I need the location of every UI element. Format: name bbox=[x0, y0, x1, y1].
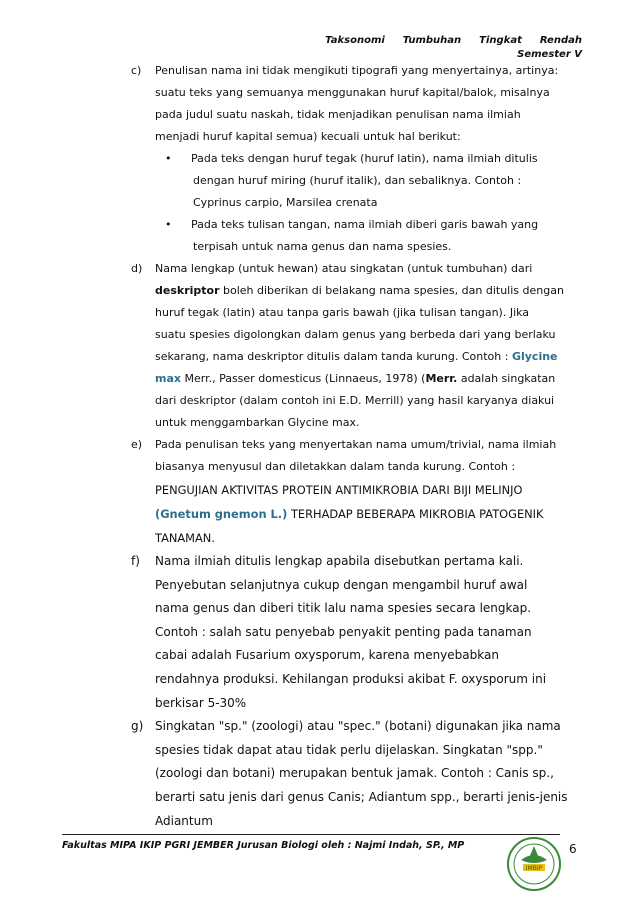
item-label: f) bbox=[131, 554, 140, 568]
header-word: Tingkat bbox=[479, 35, 522, 46]
item-label: c) bbox=[131, 64, 142, 77]
text-fragment: boleh diberikan di belakang nama spesies, dan ditulis dengan bbox=[219, 284, 564, 297]
text-line: Contoh : salah satu penyebab penyakit penting pada tanaman bbox=[155, 624, 532, 639]
text-fragment: sekarang, nama deskriptor ditulis dalam tanda kurung. Contoh : bbox=[155, 350, 512, 363]
text-line: menjadi huruf kapital semua) kecuali untuk hal berikut: bbox=[155, 130, 461, 143]
item-label: e) bbox=[131, 438, 143, 451]
text-line bbox=[155, 280, 586, 302]
text-line: huruf tegak (latin) atau tanpa garis bawah (jika tulisan tangan). Jika bbox=[155, 306, 530, 319]
page-number: 6 bbox=[569, 842, 577, 856]
bullet-icon: • bbox=[165, 152, 172, 165]
highlight-term: (Gnetum gnemon L.) bbox=[155, 507, 288, 521]
text-line: PENGUJIAN AKTIVITAS PROTEIN ANTIMIKROBIA DARI BIJI MELINJO bbox=[155, 483, 523, 497]
text-line: berarti satu jenis dari genus Canis; Adiantum spp., berarti jenis-jenis bbox=[155, 789, 568, 804]
seal-text: IMBIP bbox=[525, 865, 543, 872]
text-line: Penyebutan selanjutnya cukup dengan mengambil huruf awal bbox=[155, 577, 528, 592]
bullet-icon: • bbox=[165, 218, 172, 231]
text-line: nama genus dan diberi titik lalu nama spesies secara lengkap. bbox=[155, 601, 532, 616]
text-fragment: TERHADAP BEBERAPA MIKROBIA PATOGENIK bbox=[287, 507, 544, 521]
page-body bbox=[131, 60, 586, 833]
list-item-d bbox=[131, 258, 586, 434]
list-item-e bbox=[131, 434, 586, 550]
header-word: Tumbuhan bbox=[402, 35, 462, 46]
text-line: Penulisan nama ini tidak mengikuti tipografi yang menyertainya, artinya: bbox=[155, 64, 559, 77]
bullet-item bbox=[155, 148, 586, 214]
bold-term: deskriptor bbox=[155, 284, 220, 297]
university-seal-icon bbox=[506, 836, 562, 892]
text-line: Adiantum bbox=[155, 813, 213, 828]
running-header bbox=[325, 34, 582, 62]
text-line: pada judul suatu naskah, tidak menjadikan penulisan nama ilmiah bbox=[155, 108, 521, 121]
text-line bbox=[155, 502, 586, 526]
text-line: dengan huruf miring (huruf italik), dan sebaliknya. Contoh : bbox=[193, 174, 522, 187]
text-line: Pada teks dengan huruf tegak (huruf latin), nama ilmiah ditulis bbox=[191, 152, 538, 165]
text-line: Pada teks tulisan tangan, nama ilmiah diberi garis bawah yang bbox=[191, 218, 539, 231]
footer-divider bbox=[62, 834, 560, 835]
text-line: rendahnya produksi. Kehilangan produksi akibat F. oxysporum ini bbox=[155, 671, 547, 686]
text-line: Pada penulisan teks yang menyertakan nama umum/trivial, nama ilmiah bbox=[155, 438, 557, 451]
list-item-c bbox=[131, 60, 586, 258]
text-line: Nama ilmiah ditulis lengkap apabila disebutkan pertama kali. bbox=[155, 554, 524, 568]
list-item-g bbox=[131, 715, 586, 833]
text-line: untuk menggambarkan Glycine max. bbox=[155, 416, 360, 429]
header-word: Taksonomi bbox=[325, 35, 385, 46]
text-fragment: Merr., Passer domesticus (Linnaeus, 1978) ( bbox=[180, 372, 426, 385]
bullet-item bbox=[155, 214, 586, 258]
text-line: Singkatan "sp." (zoologi) atau "spec." (botani) digunakan jika nama bbox=[155, 719, 561, 734]
footer-credit: Fakultas MIPA IKIP PGRI JEMBER Jurusan Biologi oleh : Najmi Indah, SP., MP bbox=[62, 840, 465, 851]
text-line: suatu spesies digolongkan dalam genus yang berbeda dari yang berlaku bbox=[155, 328, 556, 341]
header-semester: Semester V bbox=[517, 49, 582, 60]
text-line bbox=[155, 368, 586, 390]
text-line: TANAMAN. bbox=[155, 531, 215, 545]
item-label: g) bbox=[131, 719, 144, 734]
text-line: spesies tidak dapat atau tidak perlu dijelaskan. Singkatan "spp." bbox=[155, 742, 543, 757]
text-line: cabai adalah Fusarium oxysporum, karena menyebabkan bbox=[155, 648, 499, 663]
text-line bbox=[155, 346, 586, 368]
text-line: (zoologi dan botani) merupakan bentuk jamak. Contoh : Canis sp., bbox=[155, 766, 554, 781]
bold-term: Merr. bbox=[425, 372, 458, 385]
item-label: d) bbox=[131, 262, 143, 275]
highlight-term: Glycine bbox=[511, 350, 558, 363]
text-line: berkisar 5-30% bbox=[155, 695, 247, 710]
text-line: terpisah untuk nama genus dan nama spesies. bbox=[193, 240, 452, 253]
list-item-f bbox=[131, 550, 586, 715]
text-line: Nama lengkap (untuk hewan) atau singkatan (untuk tumbuhan) dari bbox=[155, 262, 533, 275]
text-line: biasanya menyusul dan diletakkan dalam tanda kurung. Contoh : bbox=[155, 460, 516, 473]
text-fragment: adalah singkatan bbox=[457, 372, 556, 385]
header-word: Rendah bbox=[539, 35, 582, 46]
text-line: dari deskriptor (dalam contoh ini E.D. Merrill) yang hasil karyanya diakui bbox=[155, 394, 555, 407]
text-line: Cyprinus carpio, Marsilea crenata bbox=[193, 196, 378, 209]
highlight-term: max bbox=[155, 372, 181, 385]
text-line: suatu teks yang semuanya menggunakan huruf kapital/balok, misalnya bbox=[155, 86, 550, 99]
